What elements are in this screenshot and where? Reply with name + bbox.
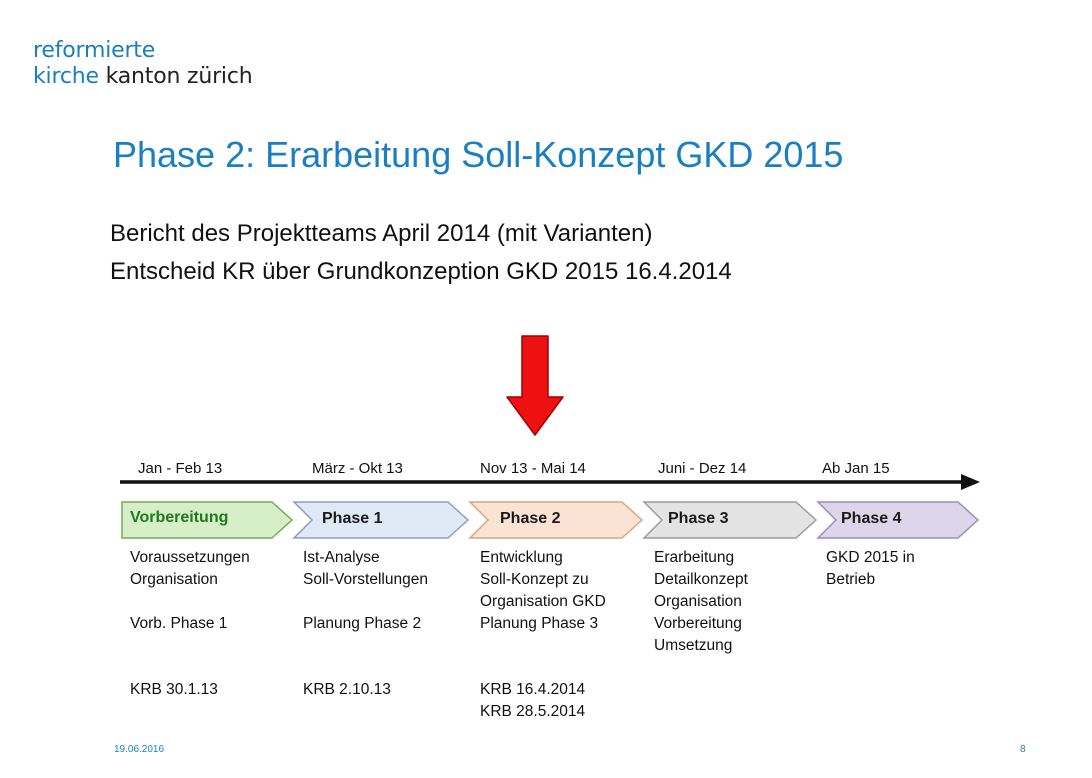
period-label: Ab Jan 15 xyxy=(822,460,890,477)
red-down-arrow-icon xyxy=(505,335,565,437)
phase-tasks-vorbereitung xyxy=(130,547,250,635)
subtitle-line-2: Entscheid KR über Grundkonzeption GKD 2015 16.4.2014 xyxy=(110,258,732,285)
logo-line-2-accent: kirche xyxy=(33,64,99,89)
task-item xyxy=(303,591,428,613)
logo-line-2 xyxy=(33,64,252,90)
phase-decisions-phase-1 xyxy=(303,679,391,701)
decision-item: KRB 16.4.2014 xyxy=(480,681,586,698)
phase-decisions-phase-2 xyxy=(480,679,585,723)
church-logo xyxy=(33,38,252,90)
task-item: Betrieb xyxy=(826,571,876,588)
task-item xyxy=(130,591,250,613)
phase-name-phase-3: Phase 3 xyxy=(668,510,729,527)
project-timeline xyxy=(100,450,1000,740)
subtitle-line-1: Bericht des Projektteams April 2014 (mit Varianten) xyxy=(110,220,653,247)
task-item: Soll-Konzept zu xyxy=(480,571,589,588)
task-item: Voraussetzungen xyxy=(130,549,250,566)
logo-line-2-rest: kanton zürich xyxy=(98,64,253,89)
phase-tasks-phase-2 xyxy=(480,547,606,635)
task-item: Umsetzung xyxy=(654,637,733,654)
phase-name-vorbereitung: Vorbereitung xyxy=(130,509,229,526)
logo-line-1: reformierte xyxy=(33,38,156,63)
footer-date: 19.06.2016 xyxy=(114,744,165,755)
task-item: Vorb. Phase 1 xyxy=(130,615,228,632)
period-label: März - Okt 13 xyxy=(312,460,403,477)
task-item: Detailkonzept xyxy=(654,571,748,588)
period-label: Nov 13 - Mai 14 xyxy=(480,460,586,477)
phase-name-phase-2: Phase 2 xyxy=(500,510,561,527)
task-item: Organisation xyxy=(654,593,742,610)
task-item: Vorbereitung xyxy=(654,615,742,632)
task-item: Planung Phase 3 xyxy=(480,615,599,632)
task-item: Organisation xyxy=(130,571,218,588)
timeline-arrowhead-icon xyxy=(961,474,980,490)
task-item: Ist-Analyse xyxy=(303,549,380,566)
phase-tasks-phase-3 xyxy=(654,547,748,657)
decision-item: KRB 2.10.13 xyxy=(303,681,391,698)
task-item: GKD 2015 in xyxy=(826,549,915,566)
phase-decisions-vorbereitung xyxy=(130,679,218,701)
phase-tasks-phase-4 xyxy=(826,547,915,591)
period-label: Juni - Dez 14 xyxy=(658,460,747,477)
page-number: 8 xyxy=(1020,744,1026,755)
period-label: Jan - Feb 13 xyxy=(138,460,223,477)
slide-title: Phase 2: Erarbeitung Soll-Konzept GKD 2015 xyxy=(113,134,844,175)
task-item: Planung Phase 2 xyxy=(303,615,422,632)
phase-tasks-phase-1 xyxy=(303,547,428,635)
task-item: Organisation GKD xyxy=(480,593,606,610)
decision-item: KRB 30.1.13 xyxy=(130,681,218,698)
task-item: Entwicklung xyxy=(480,549,563,566)
decision-item: KRB 28.5.2014 xyxy=(480,703,586,720)
phase-name-phase-1: Phase 1 xyxy=(322,510,383,527)
task-item: Soll-Vorstellungen xyxy=(303,571,428,588)
phase-name-phase-4: Phase 4 xyxy=(841,510,902,527)
task-item: Erarbeitung xyxy=(654,549,735,566)
